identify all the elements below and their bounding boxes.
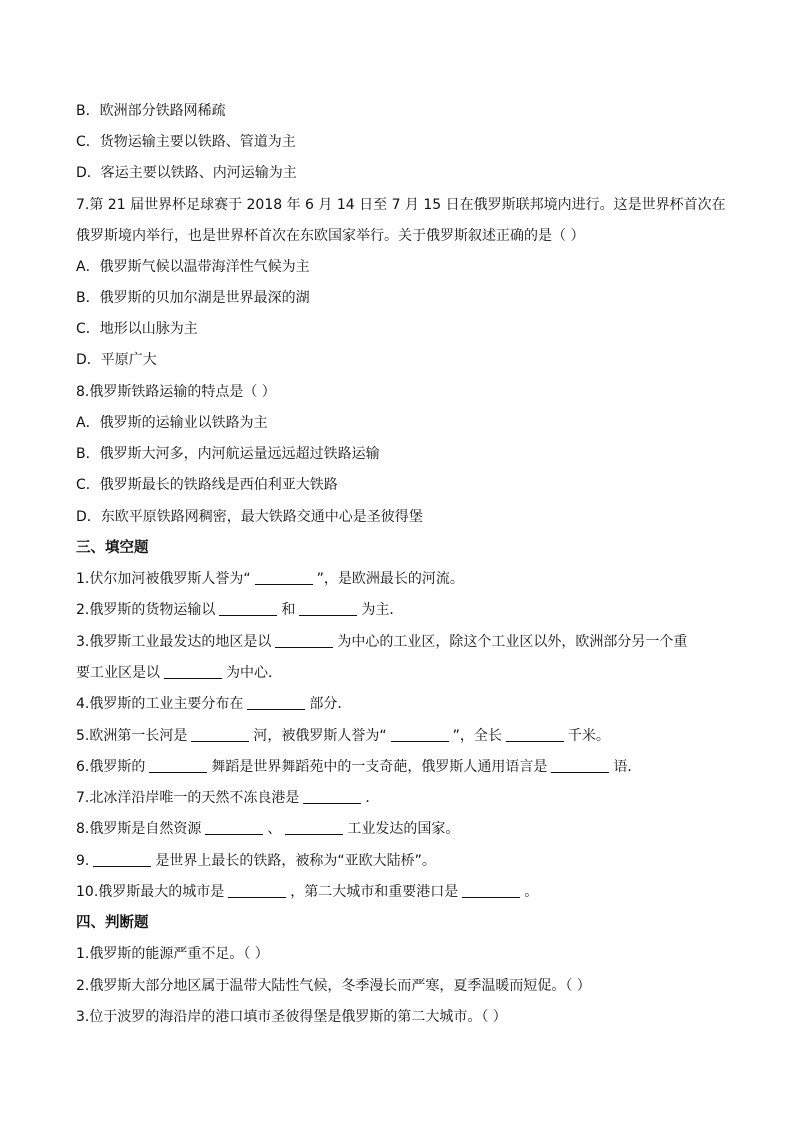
section-judge-title: 四、判断题	[76, 915, 149, 931]
question-8-option-b: B．俄罗斯大河多，内河航运量远远超过铁路运输	[76, 446, 380, 462]
answer-blank[interactable]	[228, 883, 286, 898]
fill-question-9: 9. 是世界上最长的铁路，被称为“亚欧大陆桥”。	[76, 853, 436, 869]
fill-question-3-line-2: 要工业区是以 为中心．	[76, 665, 282, 681]
question-8-option-d: D．东欧平原铁路网稠密，最大铁路交通中心是圣彼得堡	[76, 509, 423, 525]
answer-blank[interactable]	[93, 852, 151, 867]
question-7-option-a: A．俄罗斯气候以温带海洋性气候为主	[76, 259, 310, 275]
fill-question-10: 10.俄罗斯最大的城市是 ，第二大城市和重要港口是 。	[76, 884, 539, 900]
fill-question-3-line-1: 3.俄罗斯工业最发达的地区是以 为中心的工业区，除这个工业区以外，欧洲部分另一个重	[76, 634, 688, 650]
answer-blank[interactable]	[391, 727, 449, 742]
question-7-option-b: B．俄罗斯的贝加尔湖是世界最深的湖	[76, 290, 310, 306]
fill-question-1: 1.伏尔加河被俄罗斯人誉为“ ”，是欧洲最长的河流。	[76, 571, 464, 587]
option-c-prev: C．货物运输主要以铁路、管道为主	[76, 134, 296, 150]
fill-question-2: 2.俄罗斯的货物运输以 和 为主．	[76, 602, 404, 618]
section-fill-title: 三、填空题	[76, 540, 149, 556]
question-7-option-d: D．平原广大	[76, 352, 157, 368]
answer-blank[interactable]	[462, 883, 520, 898]
fill-question-7: 7.北冰洋沿岸唯一的天然不冻良港是 ．	[76, 790, 380, 806]
judge-question-3: 3.位于波罗的海沿岸的港口填市圣彼得堡是俄罗斯的第二大城市。（ ）	[76, 1009, 507, 1025]
answer-blank[interactable]	[285, 820, 343, 835]
answer-blank[interactable]	[506, 727, 564, 742]
answer-blank[interactable]	[149, 758, 207, 773]
answer-blank[interactable]	[219, 601, 277, 616]
answer-blank[interactable]	[255, 570, 313, 585]
question-8-option-c: C．俄罗斯最长的铁路线是西伯利亚大铁路	[76, 477, 338, 493]
question-7-option-c: C．地形以山脉为主	[76, 321, 198, 337]
answer-blank[interactable]	[275, 633, 333, 648]
answer-blank[interactable]	[164, 664, 222, 679]
question-7-stem: 7.第 21 届世界杯足球赛于 2018 年 6 月 14 日至 7 月 15 日在俄罗斯联邦境内进行。这是世界杯首次在俄罗斯境内举行，也是世界杯首次在东欧国家举行。关于俄罗斯叙述正确的是（ ）	[76, 197, 726, 244]
option-b-prev: B．欧洲部分铁路网稀疏	[76, 103, 226, 119]
fill-question-8: 8.俄罗斯是自然资源 、 工业发达的国家。	[76, 821, 460, 837]
answer-blank[interactable]	[551, 758, 609, 773]
fill-question-4: 4.俄罗斯的工业主要分布在 部分．	[76, 696, 352, 712]
question-8-option-a: A．俄罗斯的运输业以铁路为主	[76, 415, 268, 431]
answer-blank[interactable]	[205, 820, 263, 835]
judge-question-2: 2.俄罗斯大部分地区属于温带大陆性气候，冬季漫长而严寒，夏季温暖而短促。（ ）	[76, 978, 591, 994]
answer-blank[interactable]	[247, 695, 305, 710]
fill-question-6: 6.俄罗斯的 舞蹈是世界舞蹈苑中的一支奇葩，俄罗斯人通用语言是 语．	[76, 759, 642, 775]
answer-blank[interactable]	[303, 789, 361, 804]
judge-question-1: 1.俄罗斯的能源严重不足。（ ）	[76, 946, 269, 962]
option-d-prev: D．客运主要以铁路、内河运输为主	[76, 165, 297, 181]
answer-blank[interactable]	[191, 727, 249, 742]
fill-question-5: 5.欧洲第一长河是 河，被俄罗斯人誉为“ ”，全长 千米。	[76, 728, 610, 744]
question-8-stem: 8.俄罗斯铁路运输的特点是（ ）	[76, 384, 276, 400]
answer-blank[interactable]	[299, 601, 357, 616]
